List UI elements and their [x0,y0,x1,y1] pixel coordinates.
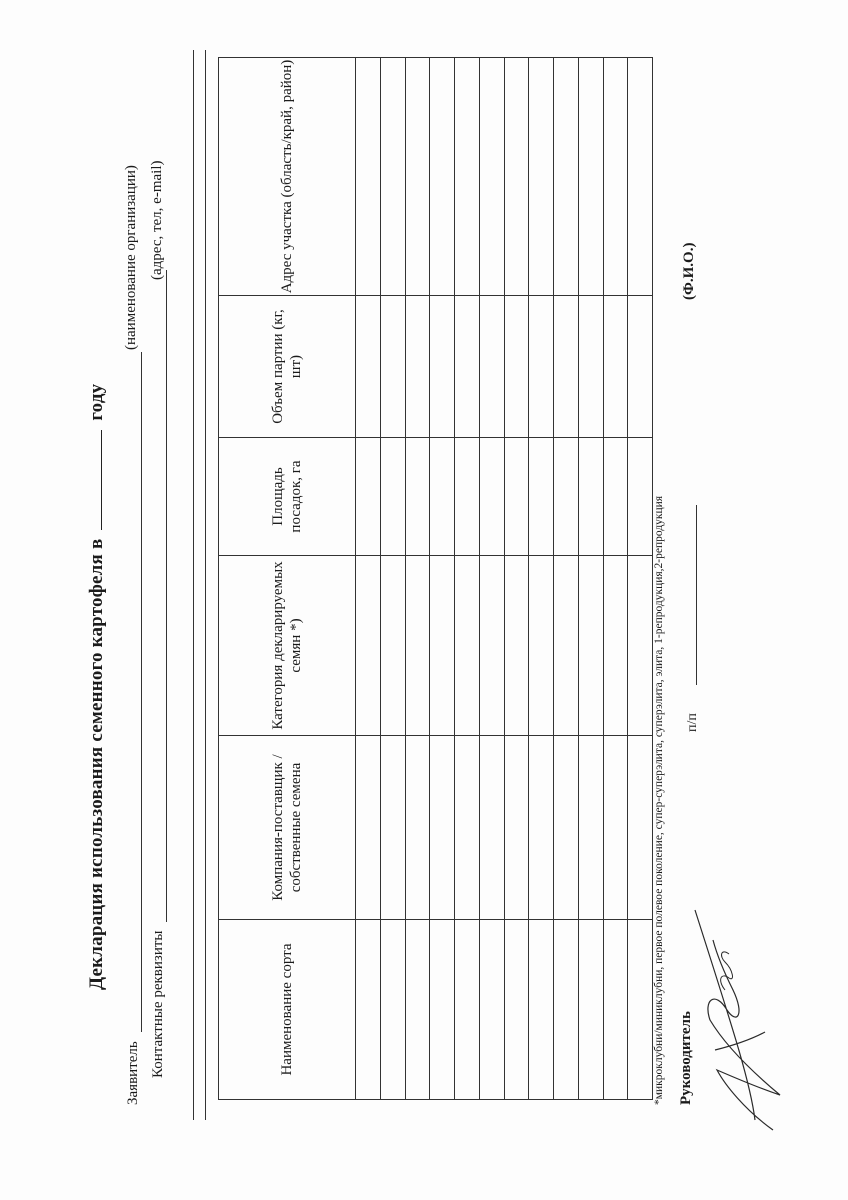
table-cell [554,920,579,1100]
table-row [529,58,554,1100]
table-cell [356,296,381,438]
header-area: Площадь посадок, га [219,438,356,556]
table-row [504,58,529,1100]
table-cell [430,58,455,296]
table-cell [430,920,455,1100]
table-cell [603,736,628,920]
table-cell [455,920,480,1100]
header-rule-2 [205,50,206,1120]
contacts-line [166,270,167,922]
rotated-form-sheet [75,60,715,1140]
table-cell [455,296,480,438]
fio-label: (Ф.И.О.) [681,242,697,300]
applicant-label: Заявитель [125,1041,141,1105]
table-row [356,58,381,1100]
signature-line [696,505,697,685]
handwritten-signature [655,900,795,1140]
table-cell [455,438,480,556]
head-label: Руководитель [678,1011,694,1105]
table-cell [603,296,628,438]
table-cell [430,438,455,556]
table-cell [380,920,405,1100]
table-cell [479,296,504,438]
table-cell [628,296,653,438]
applicant-caption: (наименование организации) [123,165,139,350]
table-cell [554,438,579,556]
table-cell [628,58,653,296]
table-cell [529,438,554,556]
table-cell [405,58,430,296]
table-cell [479,920,504,1100]
table-cell [578,296,603,438]
table-cell [380,736,405,920]
table-row [554,58,579,1100]
table-cell [356,920,381,1100]
year-blank-line [83,430,102,530]
table-cell [603,58,628,296]
table-body [356,58,653,1100]
header-supplier: Компания-поставщик / собственные семена [219,736,356,920]
table-cell [356,556,381,736]
table-cell [479,556,504,736]
table-cell [405,296,430,438]
table-cell [603,556,628,736]
table-cell [455,736,480,920]
table-cell [504,58,529,296]
table-cell [430,296,455,438]
declaration-table [218,57,653,1100]
table-header-row [219,58,356,1100]
table-cell [578,438,603,556]
table-cell [356,58,381,296]
table-row [430,58,455,1100]
header-address: Адрес участка (область/край, район) [219,58,356,296]
table-cell [504,920,529,1100]
table-cell [529,556,554,736]
table-cell [380,58,405,296]
title-suffix: году [86,383,107,421]
table-cell [380,556,405,736]
applicant-line [141,352,142,1032]
table-cell [603,920,628,1100]
table-cell [479,736,504,920]
table-cell [529,296,554,438]
table-cell [628,438,653,556]
table-cell [504,736,529,920]
table-cell [504,438,529,556]
pp-label: п/п [685,713,700,732]
table-cell [578,736,603,920]
header-volume: Объем партии (кг, шт) [219,296,356,438]
contacts-label: Контактные реквизиты [150,930,166,1078]
table-cell [430,736,455,920]
table-cell [578,58,603,296]
table-cell [628,736,653,920]
table-cell [479,58,504,296]
table-cell [554,736,579,920]
table-row [405,58,430,1100]
table-cell [578,920,603,1100]
table-cell [554,556,579,736]
table-cell [380,438,405,556]
table-cell [529,736,554,920]
header-rule-1 [193,50,194,1120]
table-cell [356,438,381,556]
table-cell [455,58,480,296]
form-title [83,384,108,990]
table-cell [380,296,405,438]
table-cell [405,920,430,1100]
table-cell [405,556,430,736]
table-cell [479,438,504,556]
contacts-caption: (адрес, тел, e-mail) [149,160,165,280]
table-cell [529,920,554,1100]
table-cell [356,736,381,920]
footnote: *микроклубни/миниклубни, первое полевое поколение, супер-суперэлита, суперэлита, элита, 1-репродукция,2-репродукция [653,495,665,1105]
table-cell [554,296,579,438]
table-cell [504,556,529,736]
table-row [479,58,504,1100]
table-cell [430,556,455,736]
table-row [455,58,480,1100]
header-variety: Наименование сорта [219,920,356,1100]
table-cell [405,736,430,920]
table-cell [405,438,430,556]
table-cell [554,58,579,296]
table-row [380,58,405,1100]
table-cell [529,58,554,296]
table-cell [603,438,628,556]
table-cell [504,296,529,438]
table-row [628,58,653,1100]
table-cell [455,556,480,736]
table-cell [578,556,603,736]
title-prefix: Декларация использования семенного картофеля в [86,538,107,990]
table-cell [628,920,653,1100]
header-category: Категория декларируемых семян *) [219,556,356,736]
table-row [578,58,603,1100]
table-row [603,58,628,1100]
table-cell [628,556,653,736]
